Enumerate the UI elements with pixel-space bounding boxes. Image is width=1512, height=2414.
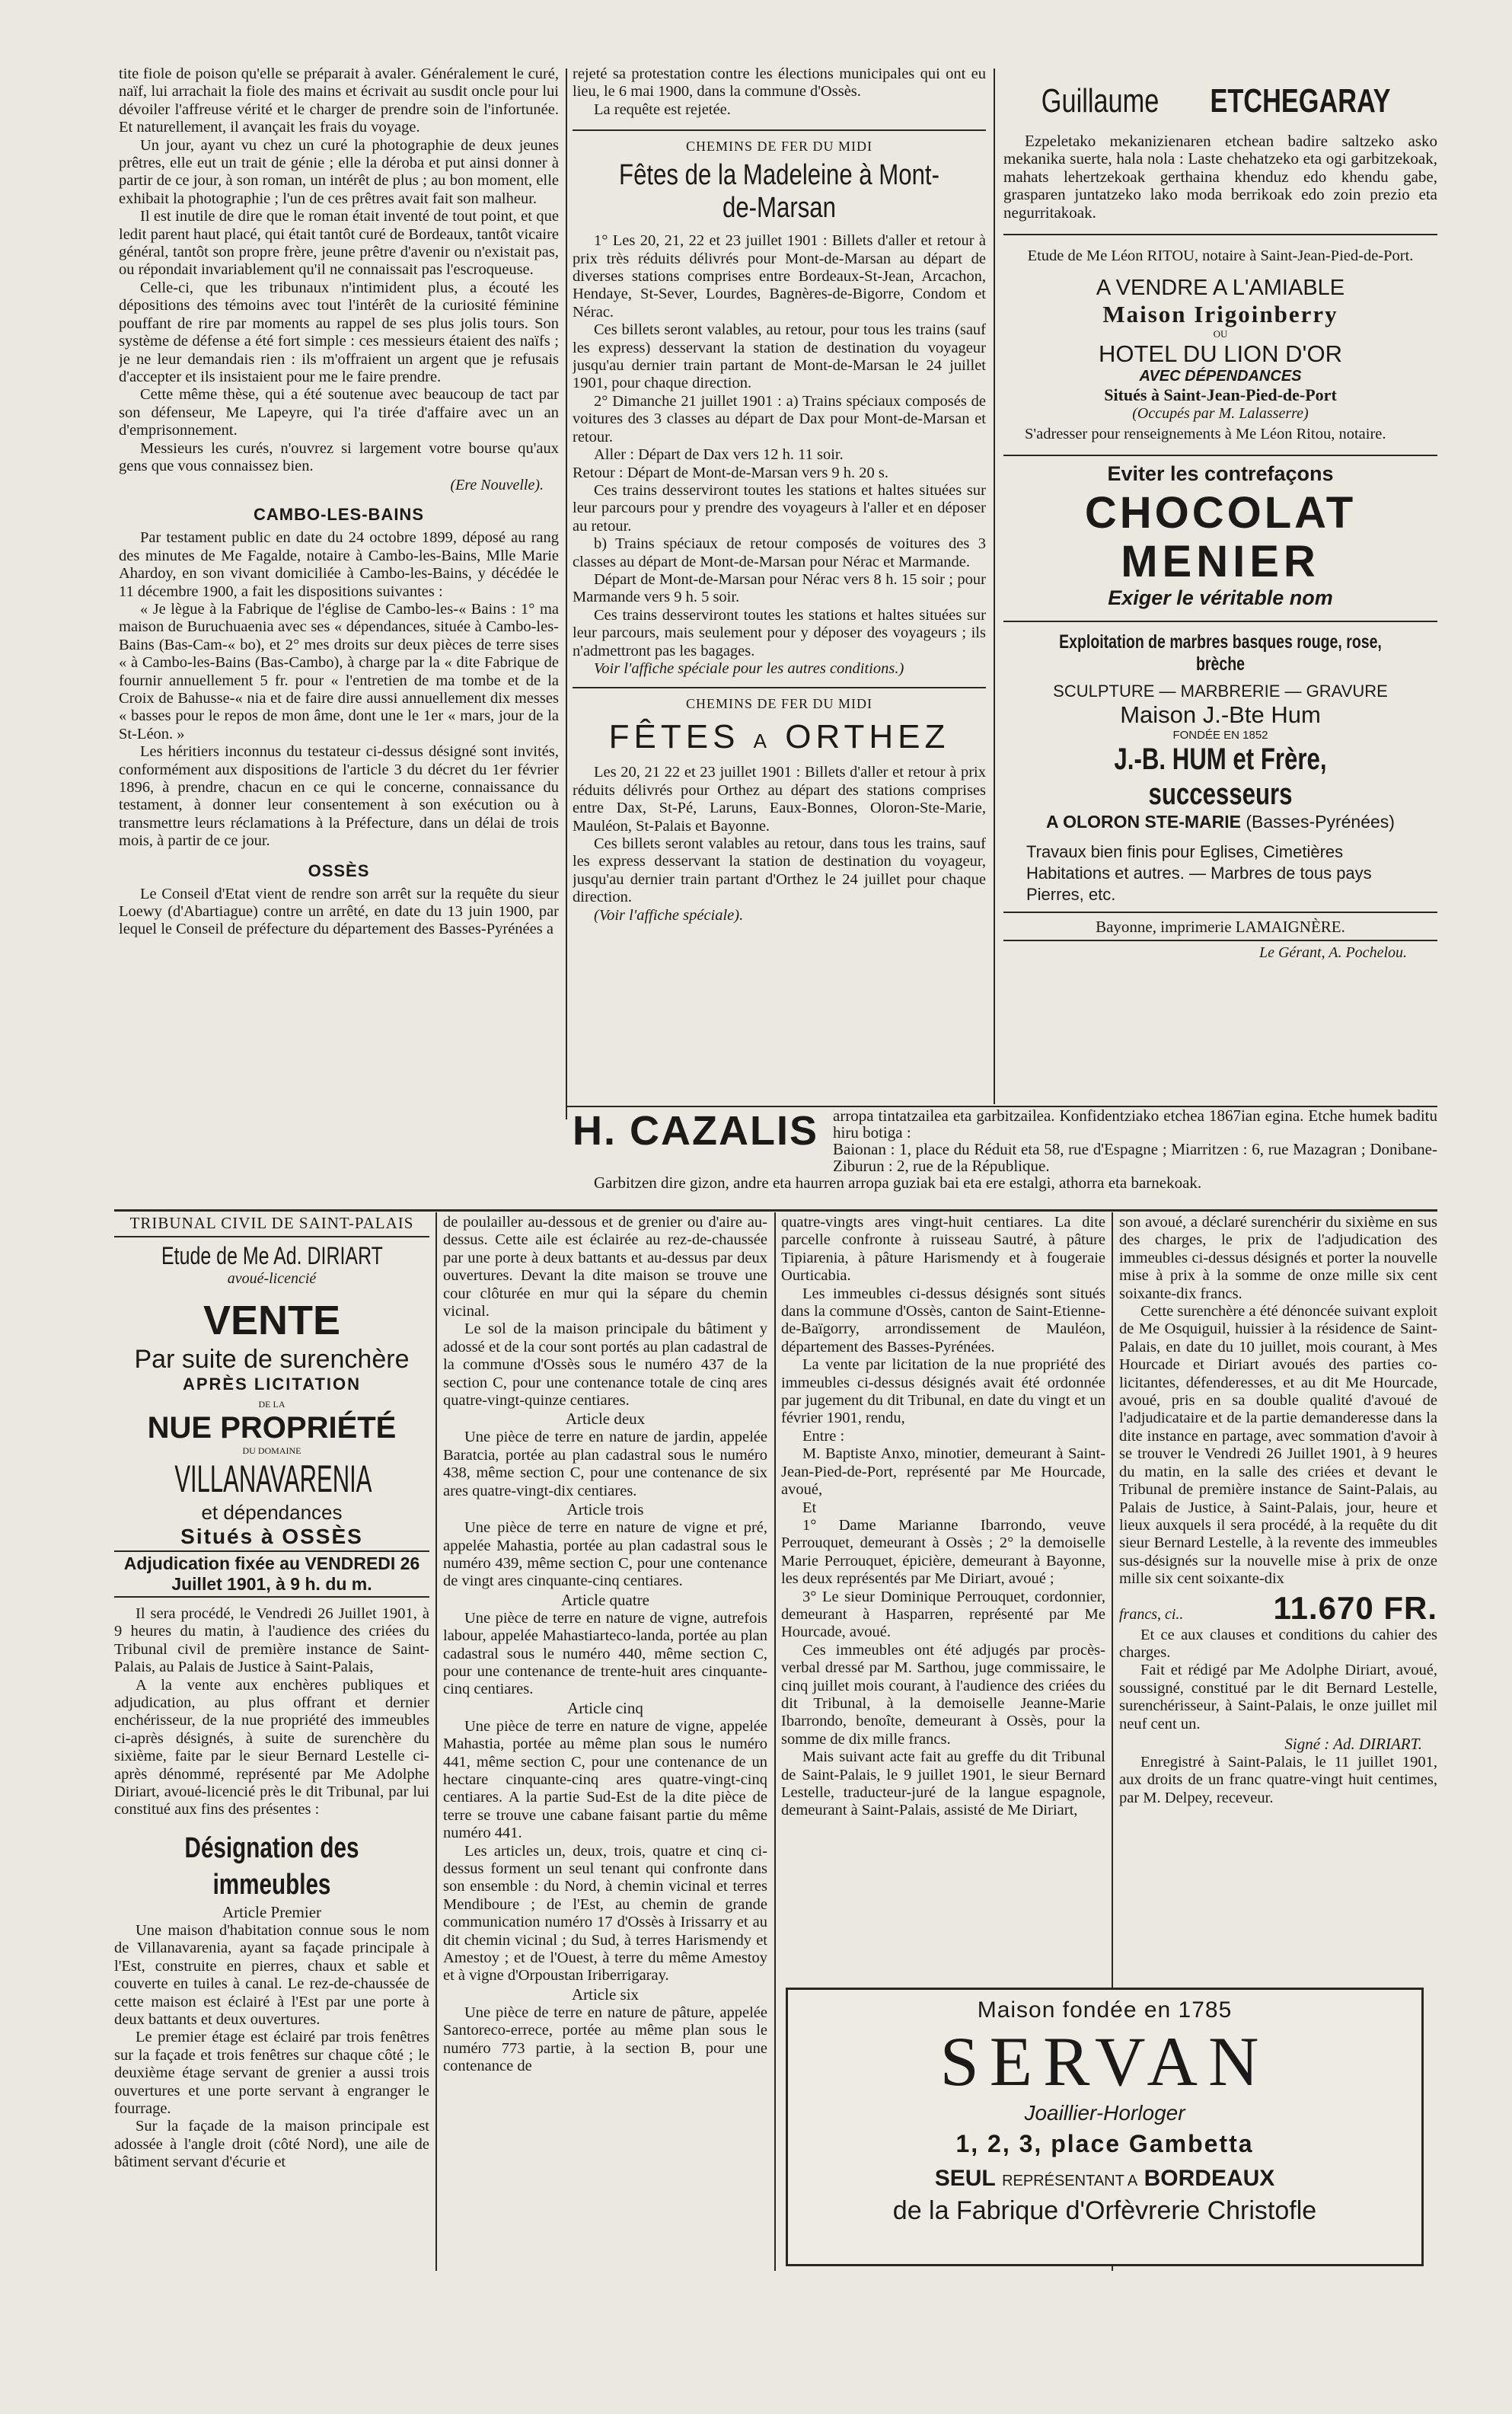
railway-notice-title: CHEMINS DE FER DU MIDI bbox=[685, 696, 872, 712]
hum-ad-fondee: FONDÉE EN 1852 bbox=[1172, 728, 1268, 742]
divider bbox=[573, 129, 986, 131]
servan-seul: SEUL bbox=[934, 2166, 996, 2191]
ritou-ad-hotel: HOTEL DU LION D'OR bbox=[1099, 340, 1342, 368]
railway-paragraph: Ces billets seront valables au retour, dans tous les trains, sauf les express desservant la station de destination du voyageur, jusqu'au dernier train partant d'Orthez le 24 juillet pour chaque direction. bbox=[573, 835, 986, 906]
vente-price-line bbox=[1119, 1590, 1437, 1627]
vente-villanavarenia bbox=[114, 1457, 429, 1501]
hum-ad-line: SCULPTURE — MARBRERIE — GRAVURE bbox=[1053, 681, 1388, 701]
article-paragraph: Les héritiers inconnus du testateur ci-dessus désigné sont invités, conformément aux dispositions de l'article 3 du décret du 1er février 1896, à prendre, chacun en ce qui le concerne, connaissance du testament, à donner leur consentement à son exécution ou à transmettre leurs réclamations à la Préfecture, dans un délai de trois mois, à partir de ce jour. bbox=[119, 743, 559, 850]
vente-paragraph: Le sol de la maison principale du bâtiment y adossé et de la cour sont portés au plan cadastral de la commune d'Ossès sous le numéro 437 de la section C, pour une contenance totale de cinq ares quatre-vingt-quinze centiares. bbox=[443, 1320, 767, 1410]
imprimerie-line: Bayonne, imprimerie LAMAIGNÈRE. bbox=[1096, 917, 1345, 936]
hum-ad-oloron-dept: (Basses-Pyrénées) bbox=[1246, 811, 1395, 832]
vente-article-heading: Article cinq bbox=[567, 1698, 643, 1717]
vente-dependances: et dépendances bbox=[201, 1501, 343, 1524]
hum-ad-successeurs bbox=[1003, 742, 1437, 812]
vente-paragraph: Mais suivant acte fait au greffe du dit Tribunal de Saint-Palais, le 9 juillet 1901, le sieur Bernard Lestelle, traducteur-juré de la langue espagnole, demeurant à Saint-Palais, assisté de Me Diriart, bbox=[781, 1748, 1105, 1819]
column-3-ads bbox=[1003, 69, 1437, 1104]
divider bbox=[1003, 455, 1437, 456]
orthez-word-2: ORTHEZ bbox=[785, 718, 950, 756]
article-paragraph: Messieurs les curés, n'ouvrez si largement votre bourse qu'aux gens que vous connaissez bien. bbox=[119, 439, 559, 474]
article-paragraph: Le Conseil d'Etat vient de rendre son arrêt sur la requête du sieur Loewy (d'Abartiague) contre un arrêté, en date du 13 juin 1900, par lequel le Conseil de préfecture du département des Basses-Pyrénées a bbox=[119, 885, 559, 938]
section-rule bbox=[114, 1209, 1437, 1212]
vente-article-heading: Article deux bbox=[565, 1410, 646, 1429]
vente-paragraph: 3° Le sieur Dominique Perrouquet, cordonnier, demeurant à Hasparren, représenté par Me Hourcade, avoué. bbox=[781, 1588, 1105, 1641]
vente-paragraph: de poulailler au-dessous et de grenier ou d'aire au-dessus. Cette aile est éclairée au rez-de-chaussée par une porte à deux battants et au-dessus par deux ouvertures. Devant la dite maison se trouve une cour clôturée en mur qui la sépare du chemin vicinal. bbox=[443, 1214, 767, 1320]
column-rule bbox=[566, 69, 567, 1119]
vente-article-heading: Article Premier bbox=[222, 1902, 322, 1921]
railway-paragraph: Ces trains desserviront toutes les stations et haltes situées sur leur parcours, mais seulement pour y déposer des voyageurs ; ils n'admettront pas les bagages. bbox=[573, 606, 986, 659]
railway-paragraph: 2° Dimanche 21 juillet 1901 : a) Trains spéciaux composés de voitures des 3 classes au départ de Dax pour Mont-de-Marsan et retour. bbox=[573, 392, 986, 445]
etchegaray-ad-text: Ezpeletako mekanizienaren etchean badire saltzeko asko mekanika suerte, hala nola : Laste chehatzeko eta ogi garbitzekoak, mahats lehertzekoak gerthaina khenduz edo khendu gabe, grasparen juntatzeko lako moda berrikoak edo zoin prezio eta negurritakoak. bbox=[1003, 132, 1437, 222]
orthez-word-a: A bbox=[753, 730, 772, 753]
column-rule bbox=[994, 69, 995, 1104]
railway-paragraph: Ces trains desserviront toutes les stations et haltes situées sur leur parcours pour y prendre des voyageurs à l'aller et en déposer au retour. bbox=[573, 481, 986, 535]
vente-paragraph: Ces immeubles ont été adjugés par procès-verbal dressé par M. Sarthou, juge commissaire, le cinq juillet mois courant, à l'audience des criées du dit Tribunal, à la demoiselle Jeanne-Marie Ibarrondo, benoîte, demeurant à Ossès, pour la somme de dix mille francs. bbox=[781, 1641, 1105, 1748]
gerant-line: Le Gérant, A. Pochelou. bbox=[1258, 944, 1407, 961]
railway-paragraph: 1° Les 20, 21, 22 et 23 juillet 1901 : Billets d'aller et retour à prix très réduits délivrés pour Mont-de-Marsan au départ de diverses stations comprises entre Bordeaux-St-Jean, Arcachon, Hendaye, St-Sever, Lourdes, Bagnères-de-Bigorre, Condom et Nérac. bbox=[573, 232, 986, 321]
ritou-ad-adresser: S'adresser pour renseignements à Me Léon Ritou, notaire. bbox=[1025, 426, 1386, 443]
article-paragraph: Un jour, ayant vu chez un curé la photographie de deux jeunes prêtres, elle eut un trait de génie ; elle la déroba et put ainsi donner à partir de ce jour, à son roman, un intérêt de plus ; au bon moment, elle exhibait la photographie ; l'un de ces prêtres avait fait son malheur. bbox=[119, 136, 559, 207]
cazalis-name: H. CAZALIS bbox=[573, 1108, 818, 1154]
vente-paragraph: son avoué, a déclaré surenchérir du sixième en sus des charges, le prix de l'adjudication des immeubles ci-dessus désignés et porter la nouvelle mise à prix à la somme de onze mille six cent soixante-dix francs. bbox=[1119, 1214, 1437, 1302]
servan-repr: REPRÉSENTANT A bbox=[1002, 2173, 1138, 2189]
cazalis-ad bbox=[573, 1107, 1437, 1206]
railway-notice-heading: Fêtes de la Madeleine à Mont-de-Marsan bbox=[619, 159, 939, 225]
ritou-ad-situes: Situés à Saint-Jean-Pied-de-Port bbox=[1104, 385, 1337, 405]
vente-signature: Signé : Ad. DIRIART. bbox=[1284, 1734, 1422, 1753]
vente-paragraph: Une pièce de terre en nature de vigne et pré, appelée Mahastia, portée au plan cadastral sous le numéro 439, même section C, pour une contenance de vingt ares cinquante-cinq centiares. bbox=[443, 1519, 767, 1590]
servan-name: SERVAN bbox=[939, 2023, 1270, 2100]
divider bbox=[1003, 621, 1437, 622]
vente-paragraph: Une pièce de terre en nature de jardin, appelée Baratcia, portée au plan cadastral sous le numéro 438, même section C, pour une contenance de six ares quatre-vingt-dix centiares. bbox=[443, 1429, 767, 1499]
article-paragraph: Cette même thèse, qui a été soutenue avec beaucoup de tact par son défenseur, Me Lapeyre, qui l'a tirée d'affaire avec un an d'emprisonnement. bbox=[119, 386, 559, 439]
divider bbox=[573, 687, 986, 688]
vente-paragraph: La vente par licitation de la nue propriété des immeubles ci-dessus désignés avait été ordonnée par jugement du dit Tribunal, en date du vingt et un février 1901, rendu, bbox=[781, 1356, 1105, 1427]
vente-paragraph: A la vente aux enchères publiques et adjudication, au plus offrant et dernier enchérisseur, de la nue propriété des immeubles ci-après désignés, à suite de surenchère du sixième, faite par le sieur Bernard Lestelle ci-après dénommé, représenté par Me Adolphe Diriart, avoué-licencié près le dit Tribunal, par lui constitué aux fins des présentes : bbox=[114, 1676, 429, 1818]
vente-paragraph: Une maison d'habitation connue sous le nom de Villanavarenia, ayant sa façade principale à l'Est, construite en pierres, chaux et sable et couverte en tuiles à canal. Le rez-de-chaussée de cette maison est éclairé à l'Est par une porte à deux battants et deux ouvertures. bbox=[114, 1921, 429, 2028]
cazalis-line-2: Baionan : 1, place du Réduit eta 58, rue d'Espagne ; Miarritzen : 6, rue Mazagran ; Donibane-Ziburun : 2, rue de la République. bbox=[833, 1140, 1437, 1175]
divider bbox=[114, 1596, 429, 1598]
column-2 bbox=[573, 65, 986, 1094]
vente-etude bbox=[114, 1242, 429, 1270]
hum-ad-text: Travaux bien finis pour Eglises, Cimetières Habitations et autres. — Marbres de tous pays Pierres, etc. bbox=[1026, 841, 1372, 904]
railway-notice-title: CHEMINS DE FER DU MIDI bbox=[685, 139, 872, 155]
vente-francs-label: francs, ci.. bbox=[1119, 1605, 1184, 1623]
railway-paragraph: b) Trains spéciaux de retour composés de voitures des 3 classes au départ de Mont-de-Marsan pour Nérac et Marmande. bbox=[573, 535, 986, 570]
column-rule bbox=[435, 1212, 437, 2271]
divider bbox=[1003, 912, 1437, 913]
railway-paragraph: Départ de Mont-de-Marsan pour Nérac vers 8 h. 15 soir ; pour Marmande vers 9 h. 5 soir. bbox=[573, 570, 986, 606]
vente-paragraph: Entre : bbox=[802, 1427, 845, 1445]
etchegaray-last-name: ETCHEGARAY bbox=[1210, 82, 1391, 120]
hum-ad-oloron bbox=[1003, 812, 1437, 832]
etchegaray-first-name: Guillaume bbox=[1041, 82, 1160, 120]
vente-situes: Situés à OSSÈS bbox=[180, 1525, 363, 1548]
vente-column-1 bbox=[114, 1214, 429, 2272]
article-paragraph: Il est inutile de dire que le roman était inventé de tout point, et que ledit parent haut placé, qui était tantôt curé de Bordeaux, tantôt vicaire général, tantôt son propre frère, jeune prêtre d'avenir ou n'existait pas, ou répondait invariablement qu'il ne connaissait pas l'escroqueuse. bbox=[119, 208, 559, 279]
vente-paragraph: Sur la façade de la maison principale est adossée à l'angle droit (côté Nord), une aile de bâtiment servant d'écurie et bbox=[114, 2118, 429, 2171]
article-paragraph: La requête est rejetée. bbox=[594, 101, 731, 118]
railway-note: Voir l'affiche spéciale pour les autres conditions.) bbox=[594, 659, 904, 677]
divider bbox=[114, 1550, 429, 1552]
etchegaray-ad-name bbox=[1003, 82, 1437, 120]
article-source: (Ere Nouvelle). bbox=[450, 477, 544, 494]
section-heading-osses: OSSÈS bbox=[308, 861, 370, 880]
section-heading-cambo: CAMBO-LES-BAINS bbox=[254, 505, 424, 525]
vente-apres: APRÈS LICITATION bbox=[182, 1375, 362, 1394]
column-rule bbox=[774, 1212, 776, 2271]
hum-ad-title-text: Exploitation de marbres basques rouge, rose, brèche bbox=[1059, 631, 1382, 675]
menier-ad-bottom: Exiger le véritable nom bbox=[1108, 586, 1333, 609]
railway-paragraph: Les 20, 21 22 et 23 juillet 1901 : Billets d'aller et retour à prix réduits délivrés pour Orthez au départ des stations comprises entre Dax, St-Pé, Laruns, Eaux-Bonnes, Oloron-Ste-Marie, Mauléon, St-Palais et Bayonne. bbox=[573, 764, 986, 835]
vente-paragraph: Une pièce de terre en nature de pâture, appelée Santoreco-errece, portée au même plan sous le numéro 773 partie, à la section B, pour une contenance de bbox=[443, 2004, 767, 2075]
hum-ad-maison: Maison J.-Bte Hum bbox=[1120, 701, 1321, 728]
menier-ad-menier: MENIER bbox=[1121, 536, 1320, 586]
cazalis-line-3: Garbitzen dire gizon, andre eta haurren arropa guziak bai eta ere estalgi, athorra eta barnekoak. bbox=[594, 1173, 1202, 1192]
article-paragraph: tite fiole de poison qu'elle se préparait à avaler. Généralement le curé, naïf, lui arrachait la fiole des mains et écrivait au susdit oncle pour lui dévoiler l'affreuse vérité et le charger de prendre soin de l'infortunée. Et naturellement, il avançait les frais du voyage. bbox=[119, 65, 559, 136]
vente-nue-propriete: NUE PROPRIÉTÉ bbox=[147, 1411, 397, 1445]
hum-ad-title bbox=[1003, 631, 1437, 675]
vente-paragraph: Fait et rédigé par Me Adolphe Diriart, avoué, soussigné, constitué par le dit Bernard Lestelle, surenchérisseur, à Saint-Palais, le onze juillet mil neuf cent un. bbox=[1119, 1662, 1437, 1732]
servan-representant bbox=[788, 2166, 1421, 2192]
vente-paragraph: Et ce aux clauses et conditions du cahier des charges. bbox=[1119, 1626, 1437, 1661]
divider bbox=[1003, 234, 1437, 235]
railway-paragraph: Aller : Départ de Dax vers 12 h. 11 soir. bbox=[594, 446, 844, 464]
vente-paragraph: Et bbox=[802, 1499, 817, 1516]
servan-fabrique: de la Fabrique d'Orfèvrerie Christofle bbox=[892, 2196, 1317, 2225]
article-paragraph: « Je lègue à la Fabrique de l'église de Cambo-les-« Bains : 1° ma maison de Buruchuaenia avec ses « dépendances, située à Cambo-les-Bains (Bas-Cam-« bo), et 2° mes droits sur deux pièces de terre sises « à Cambo-les-Bains (Bas-Cambo), à charge par la « dite Fabrique de fournir annuellement 5 fr. pour « l'entretien de ma tombe et de la Croix de Bahusse-« nia et de faire dire aussi annuellement dix messes « basses pour le repos de mon âme, dont une le 1er « mars, jour de la St-Léon. » bbox=[119, 600, 559, 742]
vente-article-heading: Article trois bbox=[566, 1500, 644, 1519]
vente-tribunal: TRIBUNAL CIVIL DE SAINT-PALAIS bbox=[129, 1214, 414, 1232]
vente-article-heading: Article six bbox=[571, 1985, 640, 2004]
railway-paragraph: Ces billets seront valables, au retour, pour tous les trains (sauf les express) desservant la station de destination du voyageur jusqu'au dernier train partant de Mont-de-Marsan le 24 juillet 1901, pour chaque direction. bbox=[573, 321, 986, 392]
article-paragraph: Par testament public en date du 24 octobre 1899, déposé au rang des minutes de Me Fagalde, notaire à Cambo-les-Bains, Mlle Marie Ahardoy, en son vivant domiciliée à Cambo-les-Bains, y décédée le 11 décembre 1900, a fait les dispositions suivantes : bbox=[119, 529, 559, 600]
vente-paragraph: Enregistré à Saint-Palais, le 11 juillet 1901, aux droits de un franc quatre-vingt huit centimes, par M. Delpey, receveur. bbox=[1119, 1753, 1437, 1806]
vente-paragraph: Le premier étage est éclairé par trois fenêtres sur la façade et trois fenêtres sur chaque côté ; le deuxième étage servant de grenier a aussi trois ouvertures et une porte servant à engranger le fourrage. bbox=[114, 2029, 429, 2117]
article-paragraph: Celle-ci, que les tribunaux n'intimident plus, a écouté les dépositions des témoins avec tout l'intérêt de la curiosité féminine pouffant de rire par moments au rappel de ses plus jolis tours. Son système de défense a été fort simple : ces messieurs étaient des naïfs ; je ne leur demandais rien : ils m'offraient un argent que je refusais d'accepter et ils insistaient pour me le faire prendre. bbox=[119, 279, 559, 385]
vente-paragraph: Les articles un, deux, trois, quatre et cinq ci-dessus forment un seul tenant qui confronte dans son ensemble : du Nord, à chemin vicinal et terres Mendiboure ; de l'Est, au chemin de grande communication numéro 17 d'Ossès à Irissarry et au dit chemin vicinal ; du Sud, à terres Harismendy et Amestoy ; et de l'Ouest, à terre du même Amestoy et à vigne d'Orpoustan Iriberrigaray. bbox=[443, 1842, 767, 1985]
vente-paragraph: Une pièce de terre en nature de vigne, appelée Mahastia, portée au même plan sous le numéro 441, même section C, pour une contenance de un hectare cinquante-cinq ares quatre-vingt-cinq centiares. A la partie Sud-Est de la dite pièce de terre se trouve une cabane faisant partie du même numéro 441. bbox=[443, 1717, 767, 1842]
servan-fondee: Maison fondée en 1785 bbox=[977, 1997, 1233, 2023]
menier-ad-top: Eviter les contrefaçons bbox=[1107, 461, 1334, 485]
servan-address: 1, 2, 3, place Gambetta bbox=[955, 2130, 1254, 2157]
hum-ad-successeurs-text: J.-B. HUM et Frère, successeurs bbox=[1114, 742, 1327, 811]
menier-ad-chocolat: CHOCOLAT bbox=[1084, 487, 1357, 538]
ritou-ad-vendre: A VENDRE A L'AMIABLE bbox=[1096, 276, 1345, 301]
vente-paragraph: Les immeubles ci-dessus désignés sont situés dans la commune d'Ossès, canton de Saint-Etienne-de-Baïgorry, arrondissement de Mauléon, département des Basses-Pyrénées. bbox=[781, 1285, 1105, 1355]
vente-de-la: DE LA bbox=[258, 1399, 285, 1410]
servan-bordeaux: BORDEAUX bbox=[1144, 2166, 1275, 2191]
vente-paragraph: quatre-vingts ares vingt-huit centiares. La dite parcelle confronte à ruisseau Sautré, à pâture Tipiarenia, à pâture Harismendy et à fougeraie Ourticabia. bbox=[781, 1214, 1105, 1285]
vente-price: 11.670 FR. bbox=[1273, 1589, 1437, 1626]
vente-paragraph: 1° Dame Marianne Ibarrondo, veuve Perrouquet, demeurant à Ossès ; 2° la demoiselle Marie Perrouquet, épicière, demeurant à Bayonne, les deux représentés par Me Diriart, avoué ; bbox=[781, 1516, 1105, 1588]
vente-surenchere: Par suite de surenchère bbox=[134, 1345, 410, 1374]
hum-ad-oloron-city: A OLORON STE-MARIE bbox=[1046, 811, 1241, 832]
vente-column-4 bbox=[1119, 1214, 1437, 1983]
cazalis-line-1: arropa tintatzailea eta garbitzailea. Konfidentziako etchea 1867ian egina. Etche humek baditu hiru botiga : bbox=[833, 1107, 1437, 1142]
vente-paragraph: Cette surenchère a été dénoncée suivant exploit de Me Osquiguil, huissier à la résidence de Saint-Palais, en date du 10 juillet, mois courant, à Mes Hourcade et Diriart avoués des parties co-licitantes, défenderesses, et au dit Me Hourcade, avoué, pris en sa double qualité d'avoué de l'adjudicataire et de la partie demanderesse dans la dite instance en partage, avec sommation d'avoir à se trouver le Vendredi 26 Juillet 1901, à 9 heures du matin, en la salle des criées et devant le Tribunal de première instance de Saint-Palais, au Palais de Justice, à Saint-Palais, jour, heure et lieux auxquels il sera procédé, à la requête du dit sieur Bernard Lestelle, à la revente des immeubles sus-désignés sur la nouvelle mise à prix de onze mille six cent soixante-dix bbox=[1119, 1303, 1437, 1588]
vente-title: VENTE bbox=[203, 1298, 341, 1343]
article-paragraph: rejeté sa protestation contre les élections municipales qui ont eu lieu, le 6 mai 1900, dans la commune d'Ossès. bbox=[573, 65, 986, 101]
ritou-ad-occupes: (Occupés par M. Lalasserre) bbox=[1132, 405, 1309, 423]
vente-paragraph: Il sera procédé, le Vendredi 26 Juillet 1901, à 9 heures du matin, à l'audience des criées du Tribunal civil de première instance de Saint-Palais, au Palais de Justice à Saint-Palais, bbox=[114, 1605, 429, 1676]
vente-etude-text: Etude de Me Ad. DIRIART bbox=[161, 1242, 383, 1269]
railway-paragraph: Retour : Départ de Mont-de-Marsan vers 9 h. 20 s. bbox=[573, 464, 889, 481]
ritou-ad-ou: OU bbox=[1213, 328, 1228, 340]
column-1 bbox=[119, 65, 559, 1124]
orthez-word-1: FÊTES bbox=[608, 718, 740, 756]
divider bbox=[1003, 940, 1437, 941]
vente-paragraph: Une pièce de terre en nature de vigne, autrefois labour, appelée Mahastiarteco-landa, portée au plan cadastral sous le numéro 440, même section C, pour une contenance de trente-huit ares cinquante-cinq centiares. bbox=[443, 1609, 767, 1698]
vente-du-domaine: DU DOMAINE bbox=[242, 1445, 301, 1456]
servan-ad bbox=[786, 1988, 1424, 2266]
servan-joaillier: Joaillier-Horloger bbox=[1024, 2101, 1185, 2125]
divider bbox=[114, 1236, 429, 1237]
ritou-ad-dependances: AVEC DÉPENDANCES bbox=[1139, 368, 1302, 385]
vente-villanavarenia-text: VILLANAVARENIA bbox=[174, 1458, 372, 1500]
vente-designation-text: Désignation des immeubles bbox=[184, 1831, 359, 1901]
ritou-ad-maison: Maison Irigoinberry bbox=[1102, 301, 1338, 328]
vente-adjudication: Adjudication fixée au VENDREDI 26 Juillet 1901, à 9 h. du m. bbox=[123, 1553, 420, 1594]
railway-notice-heading bbox=[573, 718, 986, 756]
railway-note: (Voir l'affiche spéciale). bbox=[594, 906, 744, 924]
vente-paragraph: M. Baptiste Anxo, minotier, demeurant à Saint-Jean-Pied-de-Port, représenté par Me Hourcade, avoué, bbox=[781, 1445, 1105, 1499]
vente-article-heading: Article quatre bbox=[560, 1590, 650, 1609]
vente-column-2 bbox=[443, 1214, 767, 2272]
vente-avoue: avoué-licencié bbox=[227, 1270, 317, 1287]
vente-designation bbox=[114, 1830, 429, 1903]
ritou-ad-header: Etude de Me Léon RITOU, notaire à Saint-Jean-Pied-de-Port. bbox=[1027, 247, 1414, 265]
